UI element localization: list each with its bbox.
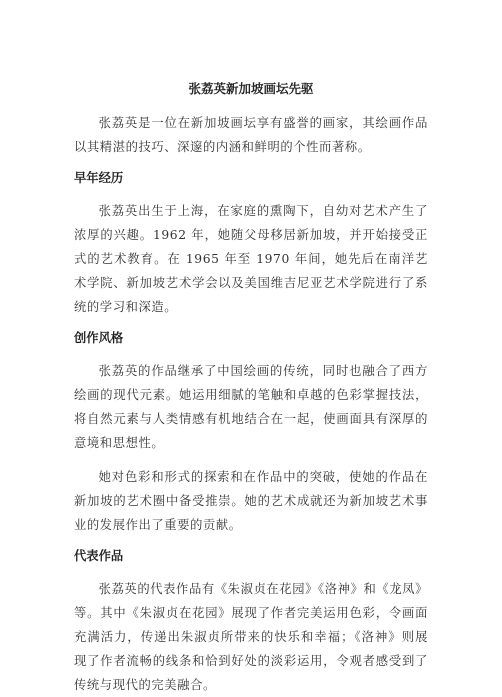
early-life-paragraph: 张荔英出生于上海，在家庭的熏陶下，自幼对艺术产生了浓厚的兴趣。1962 年，她随父母移居新加坡，并开始接受正式的艺术教育。在 1965 年至 1970 年间，她先后在南洋艺术学院、新加坡艺术学会以及美国维吉尼亚艺术学院进行了系统的学习和深造。 xyxy=(74,204,428,314)
section-heading-style: 创作风格 xyxy=(74,331,124,345)
section-heading-works: 代表作品 xyxy=(74,549,124,563)
document-title: 张荔英新加坡画坛先驱 xyxy=(188,81,314,96)
works-paragraph: 张荔英的代表作品有《朱淑贞在花园》《洛神》和《龙凤》等。其中《朱淑贞在花园》展现了作者完美运用色彩，令画面充满活力，传递出朱淑贞所带来的快乐和幸福；《洛神》则展现了作者流畅的线条和恰到好处的淡彩运用，令观者感受到了传统与现代的完美融合。 xyxy=(74,582,428,692)
style-paragraph-2: 她对色彩和形式的探索和在作品中的突破，使她的作品在新加坡的艺术圈中备受推崇。她的艺术成就还为新加坡艺术事业的发展作出了重要的贡献。 xyxy=(74,470,428,532)
intro-paragraph: 张荔英是一位在新加坡画坛享有盛誉的画家，其绘画作品以其精湛的技巧、深邃的内涵和鲜明的个性而著称。 xyxy=(74,116,428,154)
style-paragraph-1: 张荔英的作品继承了中国绘画的传统，同时也融合了西方绘画的现代元素。她运用细腻的笔触和卓越的色彩掌握技法，将自然元素与人类情感有机地结合在一起，使画面具有深厚的意境和思想性。 xyxy=(74,364,428,450)
section-heading-early-life: 早年经历 xyxy=(74,171,124,185)
